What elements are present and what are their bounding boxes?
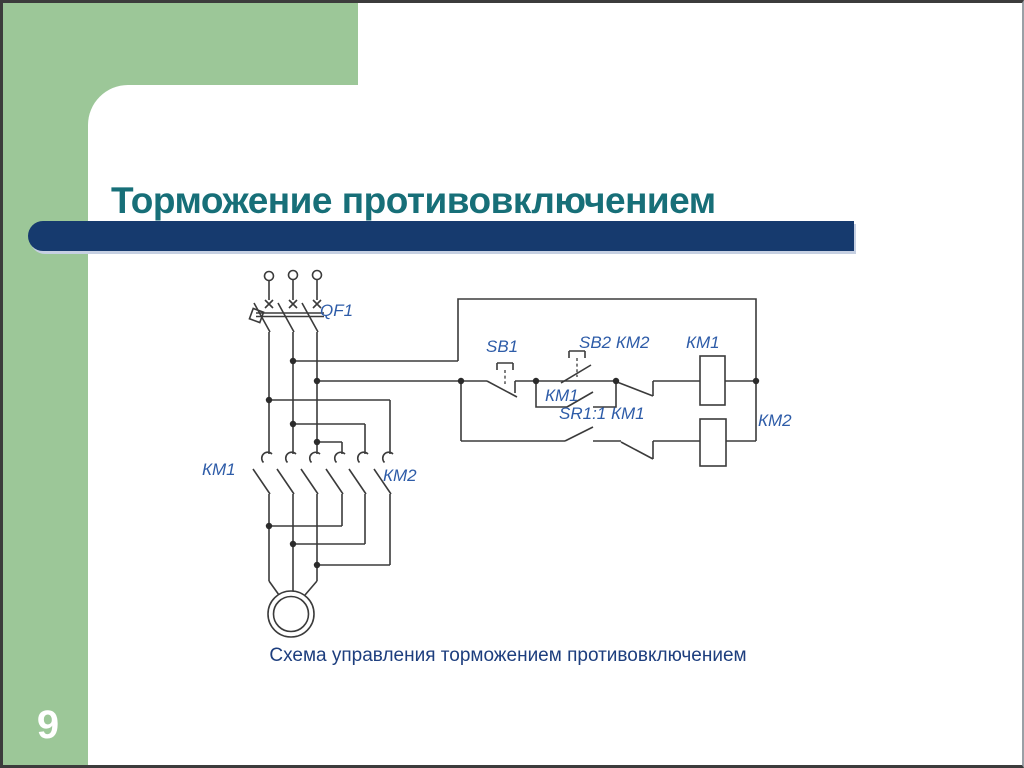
supply-terminal-icon <box>265 271 322 301</box>
label-km1-coil: КМ1 <box>686 333 720 352</box>
km1-main-contacts <box>202 452 320 494</box>
power-circuit <box>202 271 461 638</box>
control-circuit <box>458 299 792 466</box>
slide-title: Торможение противовключением <box>111 179 716 221</box>
label-km1-latch: КМ1 <box>545 386 579 405</box>
label-km2-coil: КМ2 <box>758 411 792 430</box>
phase-crossover-wires <box>269 400 390 454</box>
breaker-qf1-symbol <box>249 300 353 332</box>
sb1-stop-button-symbol <box>461 337 536 397</box>
label-sb2-km2: SB2 КМ2 <box>579 333 650 352</box>
km2-main-contacts <box>326 452 417 494</box>
km1-coil <box>686 333 756 405</box>
label-sr1-km1: SR1:1 КМ1 <box>559 404 645 423</box>
brake-rung <box>461 404 792 466</box>
label-qf1: QF1 <box>320 301 354 320</box>
km2-nc-contact-symbol <box>617 381 700 396</box>
label-sb1: SB1 <box>486 337 519 356</box>
sb2-start-button-symbol <box>536 333 650 383</box>
label-km1-main: КМ1 <box>202 460 236 479</box>
page-number: 9 <box>36 703 60 747</box>
label-km2-main: КМ2 <box>383 466 417 485</box>
figure-caption: Схема управления торможением противовключением <box>269 645 747 666</box>
